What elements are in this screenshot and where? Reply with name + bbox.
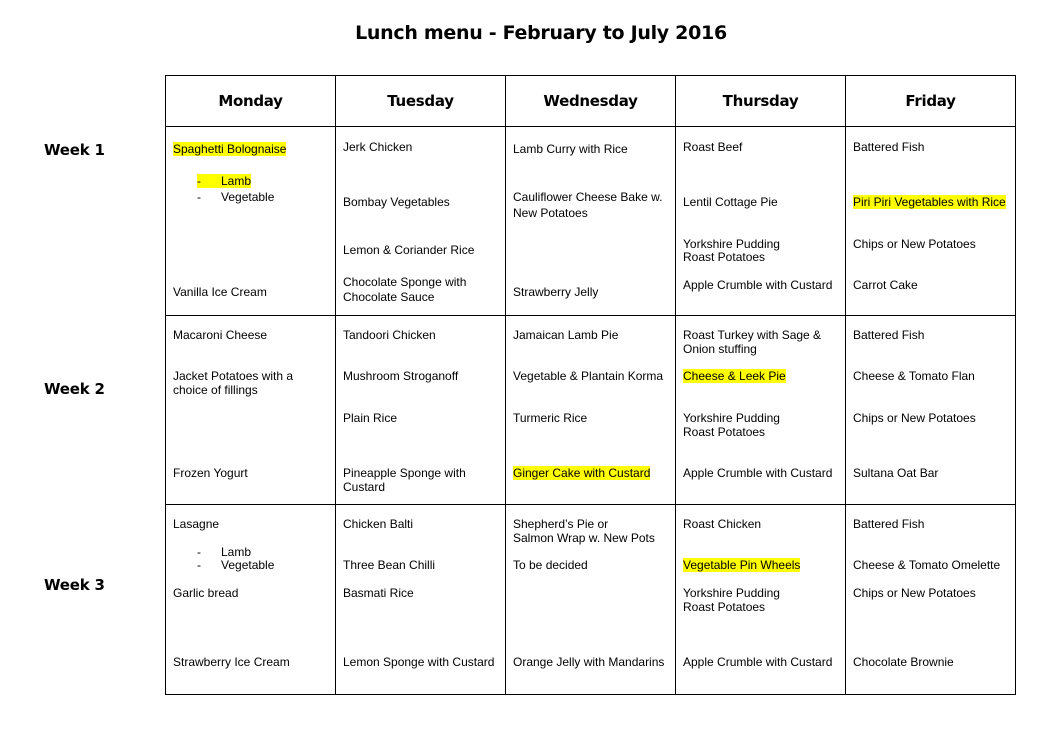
option-label: Vegetable [221,190,275,204]
menu-item: Apple Crumble with Custard [683,655,833,669]
menu-item: Vegetable Pin Wheels [683,558,801,572]
header-tuesday: Tuesday [336,76,506,127]
dash-bullet: - [197,558,201,572]
menu-item: Apple Crumble with Custard [683,278,833,292]
week2-friday-cell [846,316,1015,505]
menu-table [165,75,1016,695]
menu-item: Lentil Cottage Pie [683,195,778,209]
menu-item: New Potatoes [513,206,588,220]
menu-item: Lemon Sponge with Custard [343,655,495,669]
menu-item: Cheese & Tomato Omelette [853,558,1001,572]
week2-monday-cell [166,316,336,505]
menu-item: Tandoori Chicken [343,328,436,342]
menu-item: Salmon Wrap w. New Pots [513,531,655,545]
menu-item: choice of fillings [173,383,258,397]
menu-item: Roast Potatoes [683,600,766,614]
week2-wednesday-cell [506,316,676,505]
dash-bullet: - [197,174,201,188]
menu-item: Custard [343,480,386,494]
menu-item: Battered Fish [853,140,925,154]
menu-item: Chips or New Potatoes [853,411,976,425]
week-2-label: Week 2 [44,380,105,398]
menu-item: To be decided [513,558,588,572]
menu-item: Apple Crumble with Custard [683,466,833,480]
menu-item: Roast Potatoes [683,425,766,439]
menu-item: Mushroom Stroganoff [343,369,459,383]
menu-item: Three Bean Chilli [343,558,436,572]
header-friday: Friday [846,76,1015,127]
menu-item: Battered Fish [853,517,925,531]
option-label: Lamb [221,545,252,559]
menu-item: Yorkshire Pudding [683,237,780,251]
header-monday: Monday [166,76,336,127]
menu-item: Yorkshire Pudding [683,411,780,425]
menu-item: Frozen Yogurt [173,466,248,480]
menu-item: Ginger Cake with Custard [513,466,651,480]
menu-item: Cauliflower Cheese Bake w. [513,190,663,204]
week-1-label: Week 1 [44,141,105,159]
menu-item: Roast Turkey with Sage & [683,328,822,342]
week2-thursday-cell [676,316,846,505]
menu-item: Piri Piri Vegetables with Rice [853,195,1006,209]
menu-item: Basmati Rice [343,586,414,600]
menu-item: Jerk Chicken [343,140,413,154]
menu-item: Battered Fish [853,328,925,342]
menu-item: Plain Rice [343,411,398,425]
week3-tuesday-cell [336,505,506,694]
menu-item: Garlic bread [173,586,239,600]
week3-monday-cell [166,505,336,694]
option-label: Vegetable [221,558,275,572]
menu-item: Lasagne [173,517,220,531]
menu-item: Jamaican Lamb Pie [513,328,619,342]
week3-friday-cell [846,505,1015,694]
menu-item: Macaroni Cheese [173,328,268,342]
week1-friday-cell [846,127,1015,316]
menu-item: Turmeric Rice [513,411,588,425]
menu-item: Yorkshire Pudding [683,586,780,600]
page-title: Lunch menu - February to July 2016 [355,22,727,44]
menu-option [197,545,251,559]
week1-thursday-cell [676,127,846,316]
dash-bullet: - [197,545,201,559]
menu-item: Lamb Curry with Rice [513,142,628,156]
menu-item: Sultana Oat Bar [853,466,939,480]
week-3-label: Week 3 [44,576,105,594]
menu-item: Chips or New Potatoes [853,586,976,600]
week1-tuesday-cell [336,127,506,316]
menu-item: Lemon & Coriander Rice [343,243,475,257]
menu-item: Chips or New Potatoes [853,237,976,251]
menu-item: Roast Potatoes [683,250,766,264]
menu-item: Cheese & Leek Pie [683,369,786,383]
header-thursday: Thursday [676,76,846,127]
week3-thursday-cell [676,505,846,694]
menu-item: Carrot Cake [853,278,918,292]
menu-item: Roast Beef [683,140,743,154]
menu-item: Strawberry Ice Cream [173,655,290,669]
menu-item: Spaghetti Bolognaise [173,142,287,156]
menu-item: Pineapple Sponge with [343,466,466,480]
week1-wednesday-cell [506,127,676,316]
menu-item: Bombay Vegetables [343,195,450,209]
menu-item: Vegetable & Plantain Korma [513,369,664,383]
menu-item: Chocolate Sauce [343,290,435,304]
menu-option [197,174,251,188]
menu-item: Chocolate Brownie [853,655,954,669]
menu-item: Orange Jelly with Mandarins [513,655,665,669]
week2-tuesday-cell [336,316,506,505]
menu-item: Shepherd’s Pie or [513,517,609,531]
menu-item: Jacket Potatoes with a [173,369,294,383]
dash-bullet: - [197,190,201,204]
week3-wednesday-cell [506,505,676,694]
menu-option [197,190,274,204]
menu-item: Onion stuffing [683,342,757,356]
menu-item: Chocolate Sponge with [343,275,467,289]
week1-monday-cell [166,127,336,316]
header-wednesday: Wednesday [506,76,676,127]
menu-item: Roast Chicken [683,517,762,531]
menu-item: Vanilla Ice Cream [173,285,267,299]
menu-item: Chicken Balti [343,517,414,531]
menu-item: Strawberry Jelly [513,285,599,299]
option-label: Lamb [221,174,252,188]
menu-option [197,558,274,572]
menu-item: Cheese & Tomato Flan [853,369,975,383]
